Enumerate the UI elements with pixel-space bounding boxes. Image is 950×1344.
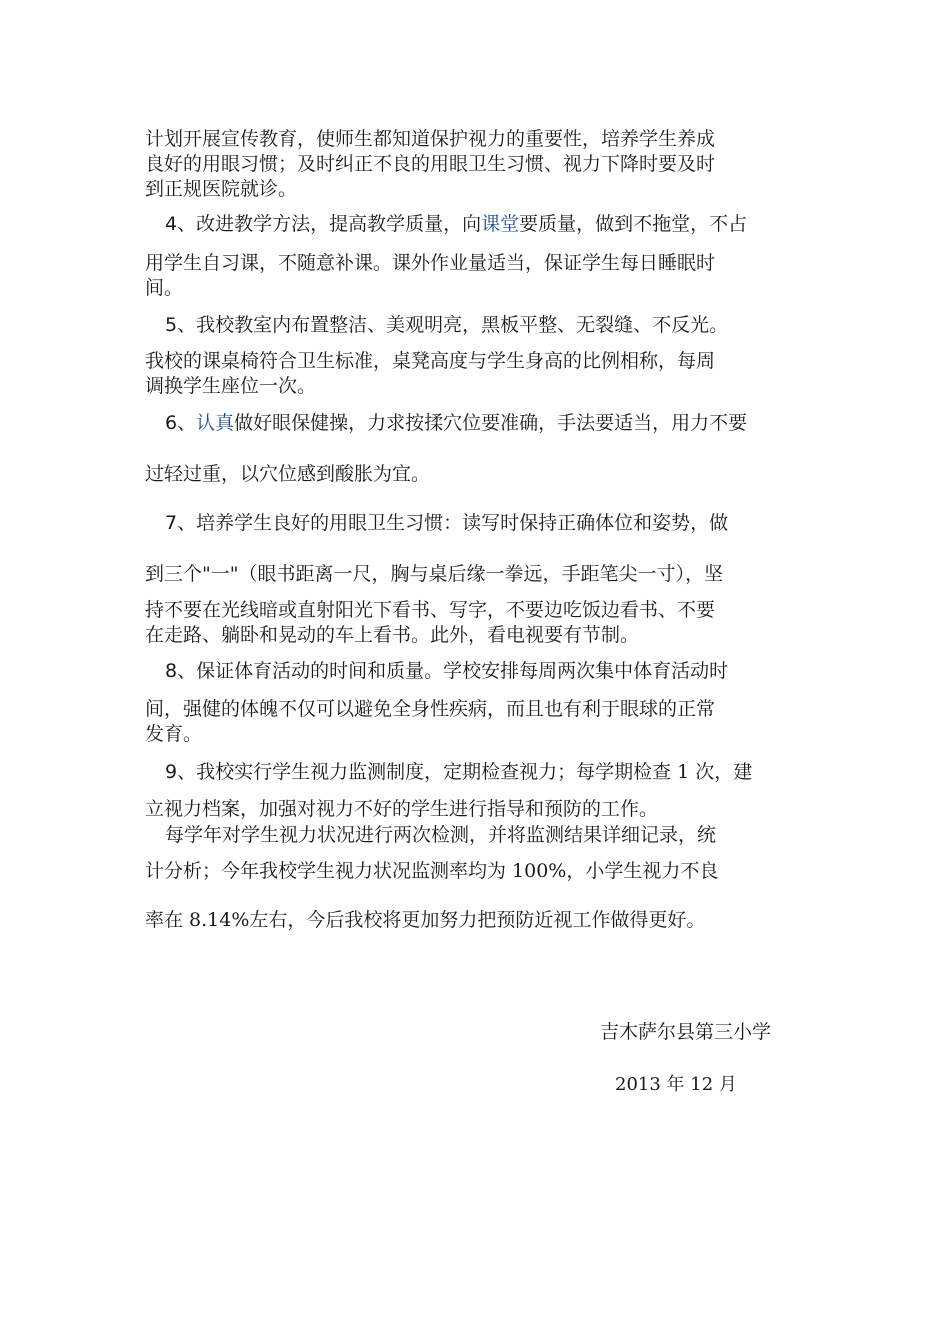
item-5-line-1	[165, 313, 835, 337]
item-6-text-a: 、	[177, 412, 197, 434]
item-6-number: 6	[165, 412, 178, 434]
item-9-number: 9	[165, 761, 178, 783]
item-7-line-4: 在走路、躺卧和晃动的车上看书。此外，看电视要有节制。	[145, 624, 640, 646]
item-6-text-b: 做好眼保健操，力求按揉穴位要准确，手法要适当，用力不要	[234, 412, 748, 434]
item-6-line-1	[165, 411, 835, 435]
item-8-text: 、保证体育活动的时间和质量。学校安排每周两次集中体育活动时	[177, 660, 729, 682]
intro-line-1: 计划开展宣传教育，使师生都知道保护视力的重要性，培养学生养成	[145, 128, 716, 150]
item-7-line-3: 持不要在光线暗或直射阳光下看书、写字，不要边吃饭边看书、不要	[145, 599, 716, 621]
intro-line-3: 到正规医院就诊。	[145, 178, 298, 200]
signature-date: 2013 年 12 月	[615, 1074, 737, 1095]
item-9-text: 、我校实行学生视力监测制度，定期检查视力；每学期检查 1 次，建	[177, 761, 753, 783]
final-line-3: 率在 8.14%左右，今后我校将更加努力把预防近视工作做得更好。	[145, 909, 706, 931]
item-5-text: 、我校教室内布置整洁、美观明亮，黑板平整、无裂缝、不反光。	[177, 314, 729, 336]
item-7-line-1	[165, 511, 835, 535]
signature-school: 吉木萨尔县第三小学	[600, 1021, 772, 1043]
item-5-line-3: 调换学生座位一次。	[145, 375, 317, 397]
intro-line-2: 良好的用眼习惯；及时纠正不良的用眼卫生习惯、视力下降时要及时	[145, 153, 716, 175]
item-8-line-1	[165, 659, 835, 683]
item-4-number: 4	[165, 213, 178, 235]
item-8-number: 8	[165, 660, 178, 682]
item-8-line-3: 发育。	[145, 723, 203, 745]
item-7-line-2: 到三个"一"（眼书距离一尺，胸与桌后缘一拳远，手距笔尖一寸），坚	[145, 563, 723, 585]
item-4-line-2: 用学生自习课，不随意补课。课外作业量适当，保证学生每日睡眠时	[145, 252, 716, 274]
item-8-line-2: 间，强健的体魄不仅可以避免全身性疾病，而且也有利于眼球的正常	[145, 698, 716, 720]
item-6-link[interactable]: 认真	[196, 412, 235, 434]
item-6-line-2: 过轻过重，以穴位感到酸胀为宜。	[145, 463, 431, 485]
item-4-line-1	[165, 212, 835, 236]
item-4-text-a: 、改进教学方法，提高教学质量，向	[177, 213, 482, 235]
final-line-2: 计分析；今年我校学生视力状况监测率均为 100%，小学生视力不良	[145, 860, 719, 882]
item-4-text-b: 要质量，做到不拖堂，不占	[519, 213, 748, 235]
item-9-line-1	[165, 760, 835, 784]
item-7-text: 、培养学生良好的用眼卫生习惯：读写时保持正确体位和姿势，做	[177, 512, 729, 534]
item-4-link[interactable]: 课堂	[481, 213, 520, 235]
item-5-number: 5	[165, 314, 178, 336]
item-4-line-3: 间。	[145, 277, 184, 299]
item-9-line-2: 立视力档案，加强对视力不好的学生进行指导和预防的工作。	[145, 798, 659, 820]
item-7-number: 7	[165, 512, 178, 534]
final-line-1: 每学年对学生视力状况进行两次检测，并将监测结果详细记录，统	[165, 824, 717, 846]
item-5-line-2: 我校的课桌椅符合卫生标准，桌凳高度与学生身高的比例相称，每周	[145, 350, 716, 372]
